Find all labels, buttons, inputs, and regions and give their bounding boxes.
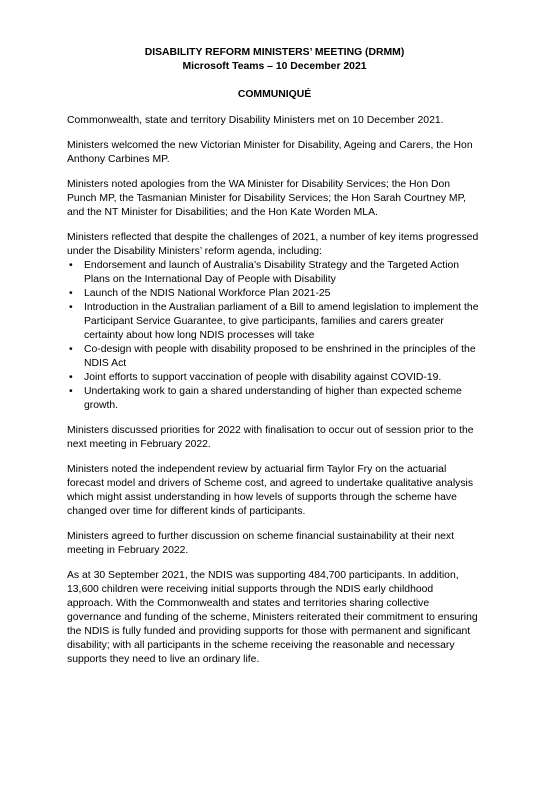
list-item [67, 343, 482, 371]
paragraph-attendance: Commonwealth, state and territory Disability Ministers met on 10 December 2021. [67, 115, 444, 126]
list-item [67, 259, 482, 287]
paragraph-actuarial-review: Ministers noted the independent review by actuarial firm Taylor Fry on the actuarial forecast model and drivers of Scheme cost, and agreed to undertake qualitative analysis which might assist understanding in how levels of supports through the scheme have changed over time for different kinds of participants. [67, 464, 474, 517]
list-item [67, 287, 482, 301]
paragraph-priorities: Ministers discussed priorities for 2022 with finalisation to occur out of session prior to the next meeting in February 2022. [67, 425, 474, 450]
communique-heading: COMMUNIQUÉ [237, 89, 312, 100]
paragraph-sustainability: Ministers agreed to further discussion on scheme financial sustainability at their next meeting in February 2022. [67, 531, 454, 556]
list-item [67, 371, 482, 385]
list-item [67, 385, 482, 413]
meeting-subtitle: Microsoft Teams – 10 December 2021 [182, 61, 367, 72]
bullet-icon: • [69, 372, 73, 383]
bullet-icon: • [69, 288, 73, 299]
list-item-text: Launch of the NDIS National Workforce Plan 2021-25 [84, 288, 331, 299]
list-item-text: Introduction in the Australian parliament of a Bill to amend legislation to implement the Participant Service Guarantee, to give participants, families and carers greater certainty about how long NDIS processes will take [84, 302, 479, 341]
reform-items-list [67, 259, 482, 413]
bullet-icon: • [69, 302, 73, 313]
list-item [67, 301, 482, 343]
list-item-text: Undertaking work to gain a shared understanding of higher than expected scheme growth. [84, 386, 462, 411]
document-header [67, 46, 482, 74]
paragraph-welcome: Ministers welcomed the new Victorian Minister for Disability, Ageing and Carers, the Hon Anthony Carbines MP. [67, 140, 473, 165]
meeting-title: DISABILITY REFORM MINISTERS’ MEETING (DRMM) [144, 47, 405, 58]
list-item-text: Joint efforts to support vaccination of people with disability against COVID-19. [84, 372, 442, 383]
paragraph-apologies: Ministers noted apologies from the WA Minister for Disability Services; the Hon Don Punch MP, the Tasmanian Minister for Disability Services; the Hon Sarah Courtney MP, and the NT Minister for Disabilities; and the Hon Kate Worden MLA. [67, 179, 467, 218]
paragraph-participants: As at 30 September 2021, the NDIS was supporting 484,700 participants. In addition, 13,600 children were receiving initial supports through the NDIS early childhood approach. With the Commonwealth and states and territories sharing collective governance and funding of the scheme, Ministers reiterated their commitment to ensuring the NDIS is fully funded and providing supports for those with permanent and significant disability; with all participants in the scheme receiving the reasonable and necessary supports they need to live an ordinary life. [67, 570, 478, 665]
list-item-text: Co-design with people with disability proposed to be enshrined in the principles of the NDIS Act [84, 344, 476, 369]
bullet-icon: • [69, 344, 73, 355]
paragraph-reform-agenda: Ministers reflected that despite the challenges of 2021, a number of key items progressed under the Disability Ministers’ reform agenda, including: [67, 232, 479, 257]
bullet-icon: • [69, 260, 73, 271]
bullet-icon: • [69, 386, 73, 397]
list-item-text: Endorsement and launch of Australia’s Disability Strategy and the Targeted Action Plans on the International Day of People with Disability [84, 260, 460, 285]
